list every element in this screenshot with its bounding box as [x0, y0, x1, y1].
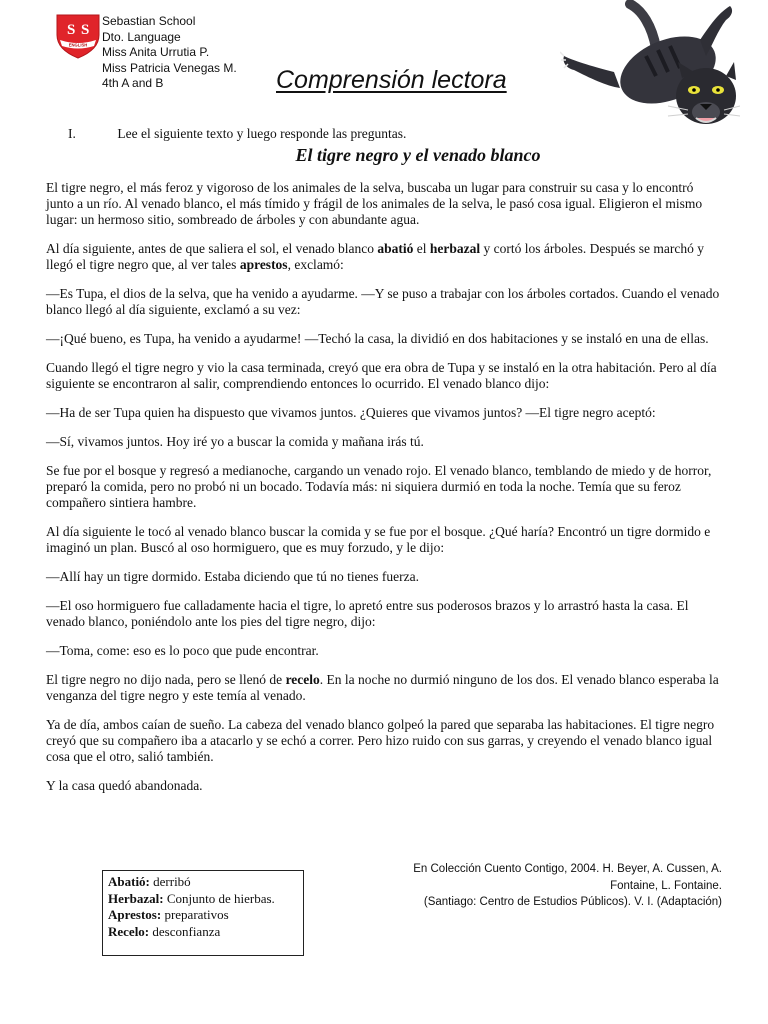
glossary-entry	[108, 874, 298, 891]
glossary-entry	[108, 924, 298, 941]
glossary-entry	[108, 907, 298, 924]
grade-level: 4th A and B	[102, 76, 164, 90]
story-paragraph: —Sí, vivamos juntos. Hoy iré yo a buscar la comida y mañana irás tú.	[46, 434, 424, 449]
story-paragraph: —Es Tupa, el dios de la selva, que ha venido a ayudarme. —Y se puso a trabajar con los árboles cortados. Cuando el venado blanco llegó al día siguiente, exclamó a su vez:	[46, 286, 720, 317]
glossary-box	[102, 870, 304, 956]
story-paragraph: El tigre negro, el más feroz y vigoroso de los animales de la selva, buscaba un lugar para construir su casa y lo encontró junto a un río. Al venado blanco, el más tímido y frágil de los animales de la selva, le pasó cosa igual. Eligieron el mismo lugar: un hermoso sitio, sombreado de árboles y con abundante agua.	[46, 180, 703, 227]
story-paragraph: —Ha de ser Tupa quien ha dispuesto que vivamos juntos. ¿Quieres que vivamos juntos? —El tigre negro aceptó:	[46, 405, 656, 420]
citation-line: En Colección Cuento Contigo, 2004. H. Beyer, A. Cussen, A.	[413, 863, 722, 875]
glossary-definition: derribó	[149, 874, 191, 889]
school-name: Sebastian School	[102, 14, 196, 28]
svg-text:S: S	[81, 22, 90, 38]
glossary-term: Abatió:	[108, 874, 150, 889]
glossary-term: Herbazal:	[108, 890, 164, 906]
story-text	[46, 180, 722, 807]
instruction-text: Lee el siguiente texto y luego responde las preguntas.	[117, 126, 407, 141]
story-paragraph: Se fue por el bosque y regresó a medianoche, cargando un venado rojo. El venado blanco, temblando de miedo y de horror, preparó la comida, pero no probó ni un bocado. Todavía más: ni siquiera durmió en toda la noche. Temía que su feroz compañero sintiera hambre.	[46, 463, 712, 510]
school-info	[102, 14, 237, 92]
story-paragraph: Y la casa quedó abandonada.	[46, 778, 203, 793]
source-citation	[382, 861, 722, 911]
glossary-definition: desconfianza	[149, 923, 221, 939]
glossary-definition: preparativos	[161, 907, 229, 922]
story-paragraph: Al día siguiente le tocó al venado blanco buscar la comida y se fue por el bosque. ¿Qué haría? Encontró un tigre dormido e imaginó un plan. Buscó al oso hormiguero, que es muy forzudo, y le dijo:	[46, 524, 711, 555]
citation-line: Fontaine, L. Fontaine.	[610, 879, 722, 892]
page-title: Comprensión lectora	[276, 66, 507, 94]
school-crest-logo	[54, 13, 102, 59]
svg-text:S: S	[67, 22, 76, 38]
story-paragraph: Al día siguiente, antes de que saliera el sol, el venado blanco abatió el herbazal y cortó los árboles. Después se marchó y llegó el tigre negro que, al ver tales aprestos, exclamó:	[46, 241, 704, 272]
glossary-definition: Conjunto de hierbas.	[163, 890, 275, 906]
story-paragraph: —Allí hay un tigre dormido. Estaba diciendo que tú no tienes fuerza.	[46, 569, 420, 584]
story-paragraph: —¡Qué bueno, es Tupa, ha venido a ayudarme! —Techó la casa, la dividió en dos habitaciones y se instaló en una de ellas.	[46, 331, 709, 346]
story-paragraph: —El oso hormiguero fue calladamente hacia el tigre, lo apretó entre sus poderosos brazos y lo arrastró hasta la casa. El venado blanco, poniéndolo ante los pies del tigre negro, dijo:	[46, 598, 689, 629]
story-paragraph: El tigre negro no dijo nada, pero se llenó de recelo. En la noche no durmió ninguno de los dos. El venado blanco esperaba la venganza del tigre negro y este temía al venado.	[46, 672, 719, 703]
glossary-term: Aprestos:	[108, 907, 162, 922]
teacher-2: Miss Patricia Venegas M.	[102, 60, 237, 75]
glossary-entry	[108, 891, 298, 908]
citation-line: (Santiago: Centro de Estudios Públicos). V. I. (Adaptación)	[423, 896, 722, 908]
department: Dto. Language	[102, 29, 181, 44]
instruction	[68, 126, 406, 142]
story-paragraph: —Toma, come: eso es lo poco que pude encontrar.	[46, 643, 319, 658]
glossary-term: Recelo:	[108, 923, 150, 939]
story-title: El tigre negro y el venado blanco	[295, 145, 541, 165]
story-paragraph: Cuando llegó el tigre negro y vio la casa terminada, creyó que era obra de Tupa y se instaló en la otra habitación. Pero al día siguiente se encontraron al salir, comprendiendo entonces lo ocurrido. El venado blanco dijo:	[46, 360, 717, 391]
story-paragraph: Ya de día, ambos caían de sueño. La cabeza del venado blanco golpeó la pared que separaba las habitaciones. El tigre negro creyó que su compañero iba a atacarlo y se echó a correr. Pero hizo ruido con sus garras, y creyendo el venado blanco igual cosa que el otro, salió también.	[46, 717, 715, 764]
black-panther-illustration	[560, 0, 740, 152]
svg-text:ENGLISH: ENGLISH	[68, 42, 88, 48]
teacher-1: Miss Anita Urrutia P.	[102, 45, 210, 59]
instruction-number: I.	[68, 126, 76, 141]
